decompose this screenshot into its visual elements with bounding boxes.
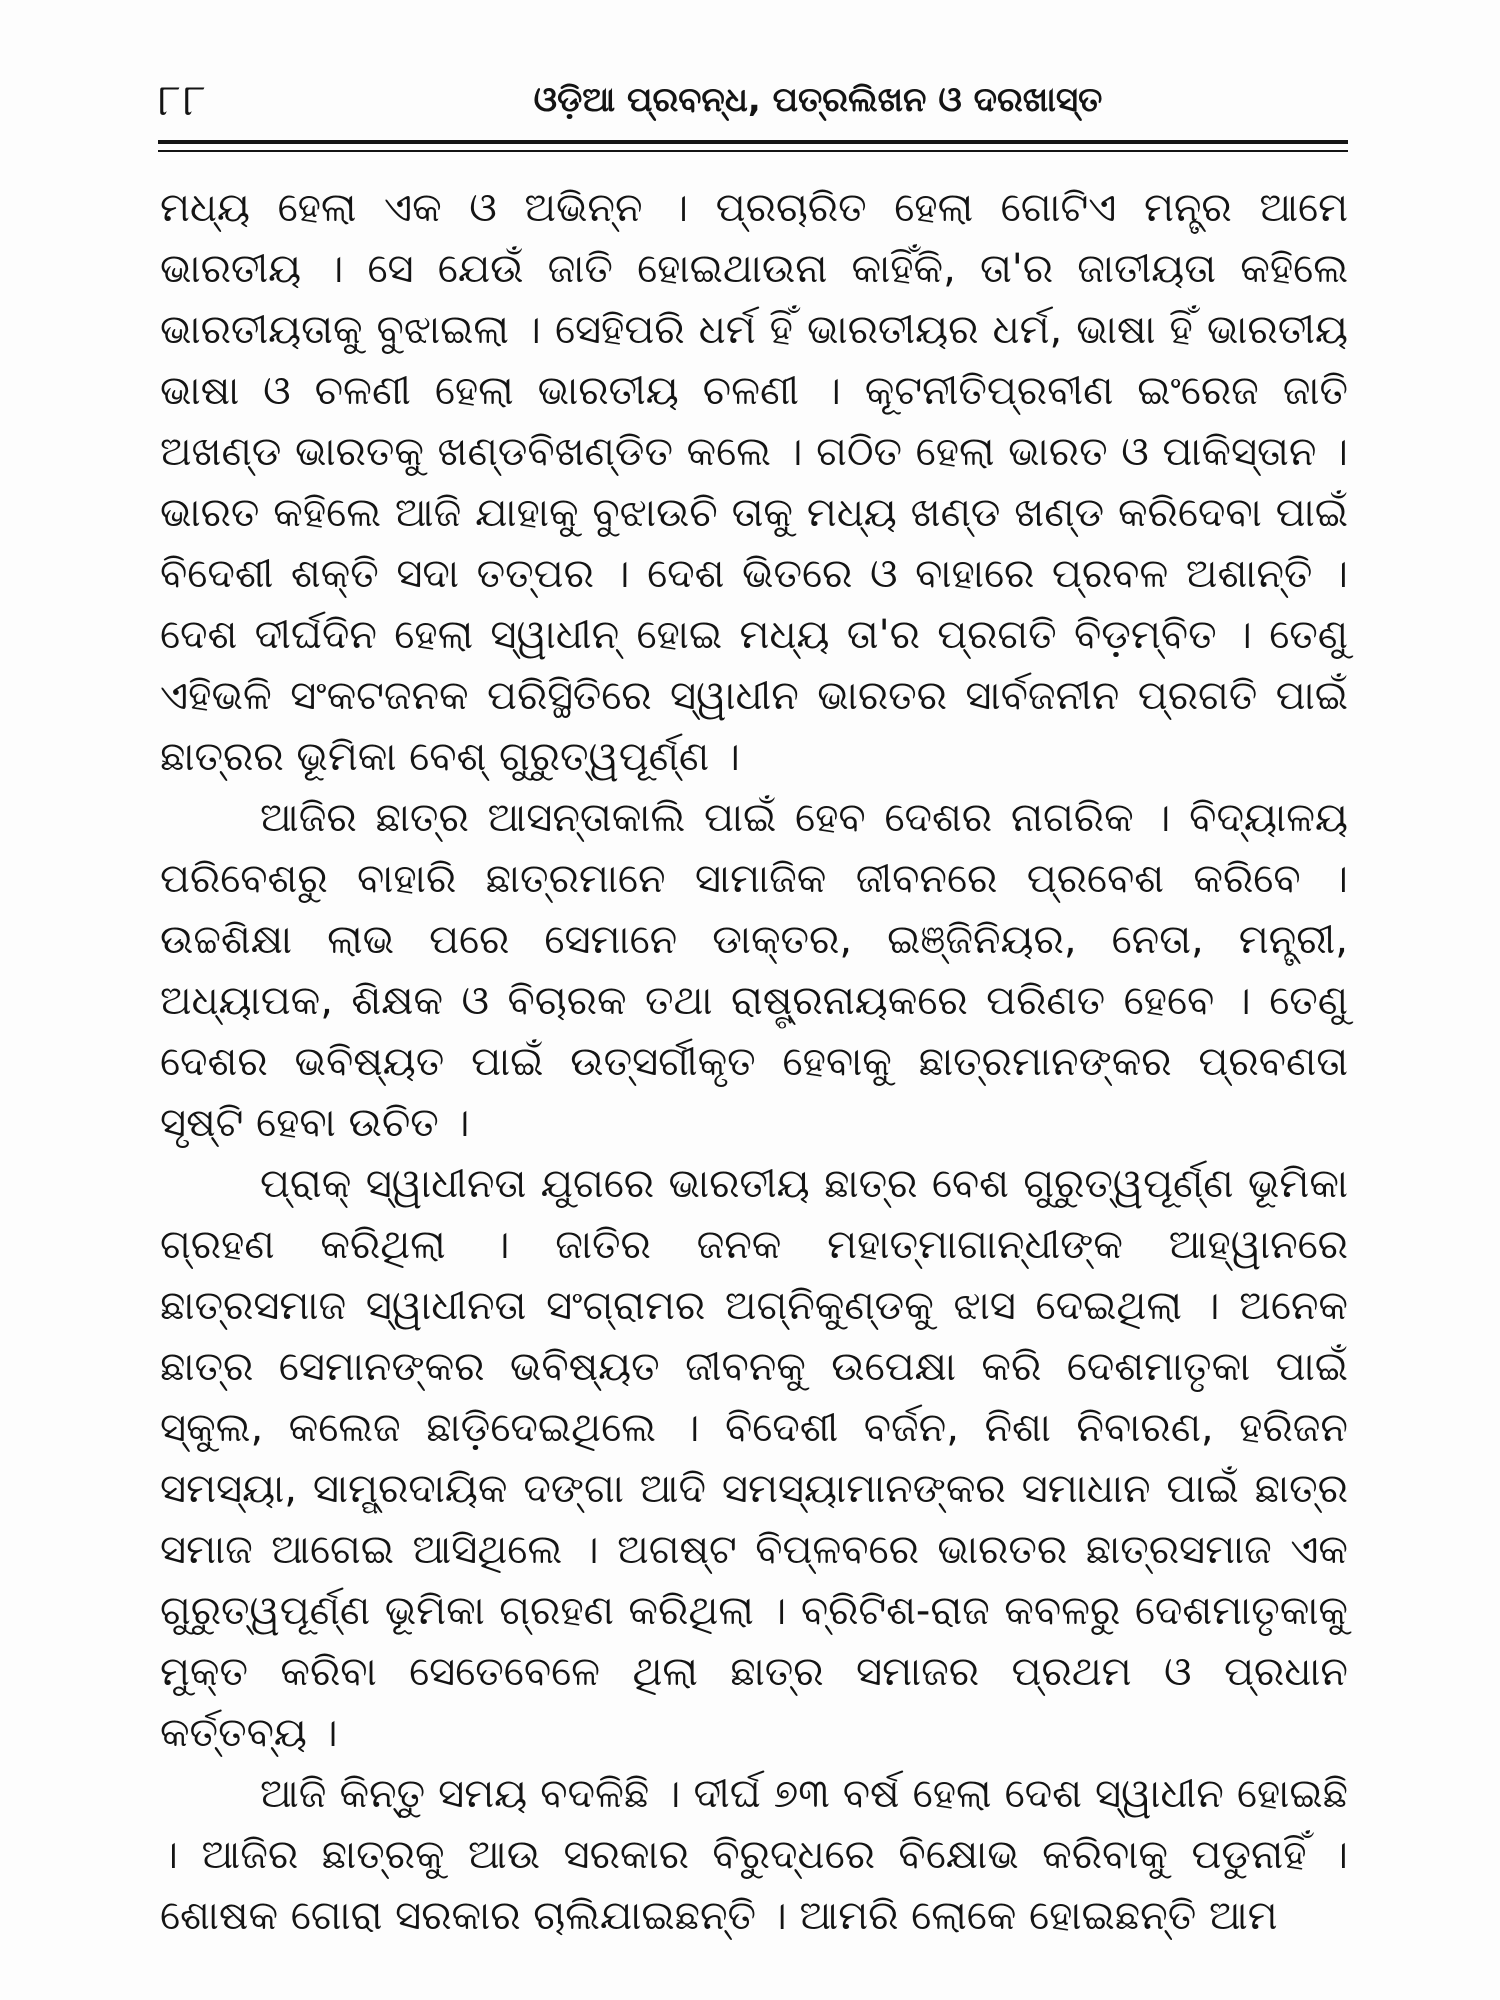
header-rule-thick — [158, 140, 1348, 144]
book-title: ଓଡ଼ିଆ ପ୍ରବନ୍ଧ, ପତ୍ରଲିଖନ ଓ ଦରଖାସ୍ତ — [533, 80, 1103, 120]
paragraph: ପ୍ରାକ୍ ସ୍ୱାଧୀନତା ଯୁଗରେ ଭାରତୀୟ ଛାତ୍ର ବେଶ ଗୁରୁତ୍ୱପୂର୍ଣ୍ଣ ଭୂମିକା ଗ୍ରହଣ କରିଥିଲା । ଜାତିର ଜନକ ମହାତ୍ମାଗାନ୍ଧୀଙ୍କ ଆହ୍ୱାନରେ ଛାତ୍ରସମାଜ ସ୍ୱାଧୀନତା ସଂଗ୍ରାମର ଅଗ୍ନିକୁଣ୍ଡକୁ ଝାସ ଦେଇଥିଲା । ଅନେକ ଛାତ୍ର ସେମାନଙ୍କର ଭବିଷ୍ୟତ ଜୀବନକୁ ଉପେକ୍ଷା କରି ଦେଶମାତୃକା ପାଇଁ ସ୍କୁଲ, କଲେଜ ଛାଡ଼ିଦେଇଥିଲେ । ବିଦେଶୀ ବର୍ଜନ, ନିଶା ନିବାରଣ, ହରିଜନ ସମସ୍ୟା, ସାମ୍ପ୍ରଦାୟିକ ଦଙ୍ଗା ଆଦି ସମସ୍ୟାମାନଙ୍କର ସମାଧାନ ପାଇଁ ଛାତ୍ର ସମାଜ ଆଗେଇ ଆସିଥିଲେ । ଅଗଷ୍ଟ ବିପ୍ଳବରେ ଭାରତର ଛାତ୍ରସମାଜ ଏକ ଗୁରୁତ୍ୱପୂର୍ଣ୍ଣ ଭୂମିକା ଗ୍ରହଣ କରିଥିଲା । ବ୍ରିଟିଶ-ରାଜ କବଳରୁ ଦେଶମାତୃକାକୁ ମୁକ୍ତ କରିବା ସେତେବେଳେ ଥିଲା ଛାତ୍ର ସମାଜର ପ୍ରଥମ ଓ ପ୍ରଧାନ କର୍ତ୍ତବ୍ୟ । — [160, 1161, 1348, 1756]
page-number: ୮୮ — [158, 75, 208, 126]
paragraph: ଆଜି କିନ୍ତୁ ସମୟ ବଦଳିଛି । ଦୀର୍ଘ ୭୩ ବର୍ଷ ହେଲା ଦେଶ ସ୍ୱାଧୀନ ହୋଇଛି । ଆଜିର ଛାତ୍ରକୁ ଆଉ ସରକାର ବିରୁଦ୍ଧରେ ବିକ୍ଷୋଭ କରିବାକୁ ପଡୁନାହିଁ । ଶୋଷକ ଗୋରା ସରକାର ଚାଲିଯାଇଛନ୍ତି । ଆମରି ଲୋକେ ହୋଇଛନ୍ତି ଆମ — [160, 1771, 1348, 1939]
header-rule-thin — [158, 150, 1348, 152]
body-text — [160, 178, 1348, 1947]
paragraph: ଆଜିର ଛାତ୍ର ଆସନ୍ତାକାଲି ପାଇଁ ହେବ ଦେଶର ନାଗରିକ । ବିଦ୍ୟାଳୟ ପରିବେଶରୁ ବାହାରି ଛାତ୍ରମାନେ ସାମାଜିକ ଜୀବନରେ ପ୍ରବେଶ କରିବେ । ଉଚ୍ଚଶିକ୍ଷା ଲାଭ ପରେ ସେମାନେ ଡାକ୍ତର, ଇଞ୍ଜିନିୟର, ନେତା, ମନ୍ତ୍ରୀ, ଅଧ୍ୟାପକ, ଶିକ୍ଷକ ଓ ବିଚାରକ ତଥା ରାଷ୍ଟ୍ରନାୟକରେ ପରିଣତ ହେବେ । ତେଣୁ ଦେଶର ଭବିଷ୍ୟତ ପାଇଁ ଉତ୍ସର୍ଗୀକୃତ ହେବାକୁ ଛାତ୍ରମାନଙ୍କର ପ୍ରବଣତା ସୃଷ୍ଟି ହେବା ଉଚିତ । — [160, 795, 1348, 1146]
page-header — [158, 68, 1348, 138]
paragraph: ମଧ୍ୟ ହେଲା ଏକ ଓ ଅଭିନ୍ନ । ପ୍ରଚାରିତ ହେଲା ଗୋଟିଏ ମନ୍ତ୍ର ଆମେ ଭାରତୀୟ । ସେ ଯେଉଁ ଜାତି ହୋଇଥାଉନା କାହିଁକି, ତା'ର ଜାତୀୟତା କହିଲେ ଭାରତୀୟତାକୁ ବୁଝାଇଲା । ସେହିପରି ଧର୍ମ ହିଁ ଭାରତୀୟର ଧର୍ମ, ଭାଷା ହିଁ ଭାରତୀୟ ଭାଷା ଓ ଚଳଣୀ ହେଲା ଭାରତୀୟ ଚଳଣୀ । କୂଟନୀତିପ୍ରବୀଣ ଇଂରେଜ ଜାତି ଅଖଣ୍ଡ ଭାରତକୁ ଖଣ୍ଡବିଖଣ୍ଡିତ କଲେ । ଗଠିତ ହେଲା ଭାରତ ଓ ପାକିସ୍ତାନ । ଭାରତ କହିଲେ ଆଜି ଯାହାକୁ ବୁଝାଉଚି ତାକୁ ମଧ୍ୟ ଖଣ୍ଡ ଖଣ୍ଡ କରିଦେବା ପାଇଁ ବିଦେଶୀ ଶକ୍ତି ସଦା ତତ୍ପର । ଦେଶ ଭିତରେ ଓ ବାହାରେ ପ୍ରବଳ ଅଶାନ୍ତି । ଦେଶ ଦୀର୍ଘଦିନ ହେଲା ସ୍ୱାଧୀନ୍ ହୋଇ ମଧ୍ୟ ତା'ର ପ୍ରଗତି ବିଡ଼ମ୍ବିତ । ତେଣୁ ଏହିଭଳି ସଂକଟଜନକ ପରିସ୍ଥିତିରେ ସ୍ୱାଧୀନ ଭାରତର ସାର୍ବଜନୀନ ପ୍ରଗତି ପାଇଁ ଛାତ୍ରର ଭୂମିକା ବେଶ୍ ଗୁରୁତ୍ୱପୂର୍ଣ୍ଣ । — [160, 185, 1348, 780]
